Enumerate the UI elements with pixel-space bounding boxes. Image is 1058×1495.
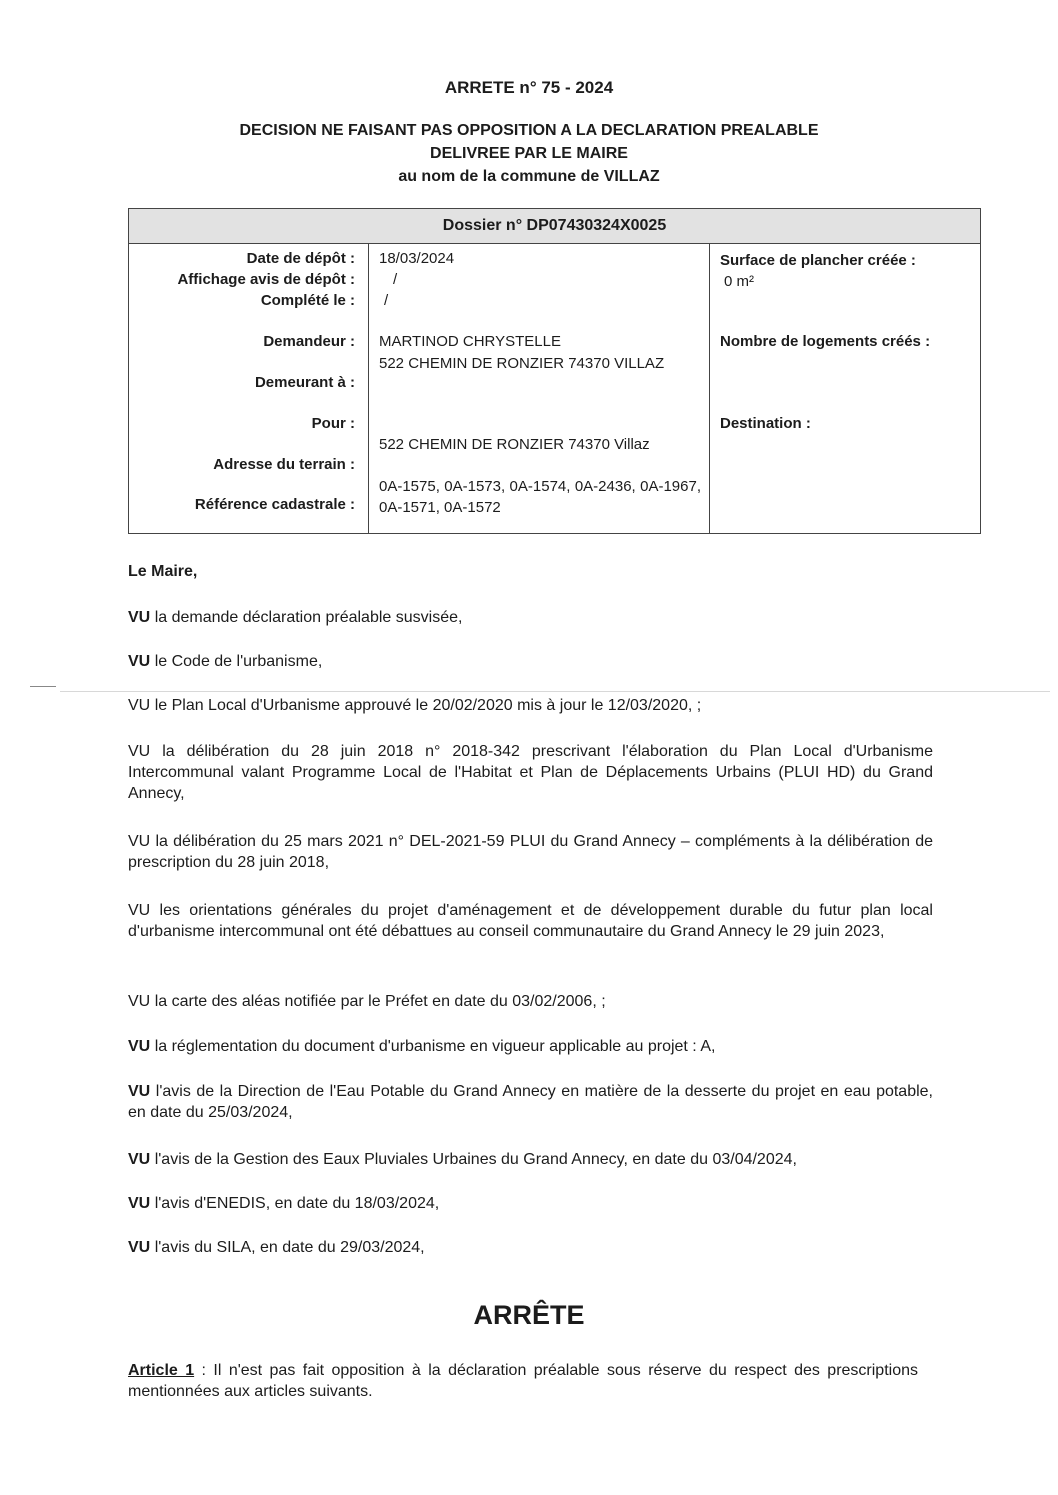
vu-paragraph [128, 1036, 933, 1057]
decision-title-line3: au nom de la commune de VILLAZ [398, 168, 660, 185]
scan-artifact-mark [30, 686, 56, 687]
label-demeurant: Demeurant à : [254, 374, 355, 391]
vu-keyword: VU [128, 1151, 151, 1168]
vu-text: la demande déclaration préalable susvisée, [154, 609, 463, 626]
value-affichage: / [393, 271, 398, 288]
vu-text: la réglementation du document d'urbanisme en vigueur applicable au projet : A, [154, 1038, 716, 1055]
decision-title-line2: DELIVREE PAR LE MAIRE [430, 145, 628, 162]
scan-artifact-line [60, 691, 1050, 692]
label-date-depot: Date de dépôt : [246, 250, 355, 267]
vu-paragraph [128, 695, 933, 716]
vu-paragraph [128, 1081, 933, 1123]
label-adresse-terrain: Adresse du terrain : [213, 456, 355, 473]
vu-keyword: VU [128, 1038, 151, 1055]
article-1-label: Article 1 [128, 1362, 195, 1379]
vu-text: le Plan Local d'Urbanisme approuvé le 20/02/2020 mis à jour le 12/03/2020, ; [154, 697, 702, 714]
vu-keyword: VU [128, 697, 151, 714]
decision-title-line1: DECISION NE FAISANT PAS OPPOSITION A LA DECLARATION PREALABLE [239, 122, 819, 139]
column-divider [368, 244, 369, 533]
value-demandeur: MARTINOD CHRYSTELLE [379, 333, 561, 350]
vu-keyword: VU [128, 1239, 151, 1256]
vu-text: l'avis de la Direction de l'Eau Potable du Grand Annecy en matière de la desserte du projet en eau potable, en date du 25/03/2024, [128, 1083, 934, 1121]
vu-keyword: VU [128, 743, 151, 760]
label-demandeur: Demandeur : [263, 333, 355, 350]
label-affichage: Affichage avis de dépôt : [177, 271, 355, 288]
label-reference-cadastrale: Référence cadastrale : [194, 496, 355, 513]
vu-paragraph [128, 651, 933, 672]
article-1-text: : Il n'est pas fait opposition à la déclaration préalable sous réserve du respect des prescriptions mentionnées aux articles suivants. [128, 1362, 919, 1400]
vu-paragraph [128, 1193, 933, 1214]
vu-keyword: VU [128, 902, 151, 919]
vu-text: la délibération du 28 juin 2018 n° 2018-342 prescrivant l'élaboration du Plan Local d'Urbanisme Intercommunal valant Programme Local de l'Habitat et Plan de Déplacements Urbains (PLUI HD) du Grand Annecy, [128, 743, 934, 802]
arrete-heading: ARRÊTE [473, 1300, 585, 1330]
vu-text: l'avis d'ENEDIS, en date du 18/03/2024, [154, 1195, 440, 1212]
vu-paragraph [128, 991, 933, 1012]
value-adresse-terrain: 522 CHEMIN DE RONZIER 74370 Villaz [379, 436, 650, 453]
vu-text: les orientations générales du projet d'aménagement et de développement durable du futur plan local d'urbanisme intercommunal ont été débattues au conseil communautaire du Grand Annecy le 29 juin 2023, [128, 902, 933, 940]
dossier-box [128, 208, 981, 534]
dossier-number: Dossier n° DP07430324X0025 [129, 209, 980, 244]
decree-title: ARRETE n° 75 - 2024 [444, 78, 614, 97]
value-date-depot: 18/03/2024 [379, 250, 455, 267]
vu-paragraph [128, 900, 933, 942]
vu-text: le Code de l'urbanisme, [154, 653, 323, 670]
vu-keyword: VU [128, 609, 151, 626]
vu-text: l'avis du SILA, en date du 29/03/2024, [154, 1239, 425, 1256]
vu-paragraph [128, 831, 933, 873]
label-surface-plancher: Surface de plancher créée : [720, 252, 916, 269]
vu-text: la carte des aléas notifiée par le Préfet en date du 03/02/2006, ; [154, 993, 606, 1010]
value-demeurant: 522 CHEMIN DE RONZIER 74370 VILLAZ [379, 355, 665, 372]
vu-keyword: VU [128, 1083, 151, 1100]
value-surface-plancher: 0 m² [724, 273, 754, 290]
vu-keyword: VU [128, 993, 151, 1010]
value-reference-cadastrale: 0A-1575, 0A-1573, 0A-1574, 0A-2436, 0A-1967, 0A-1571, 0A-1572 [379, 478, 701, 516]
vu-paragraph [128, 607, 933, 628]
vu-text: la délibération du 25 mars 2021 n° DEL-2021-59 PLUI du Grand Annecy – compléments à la délibération de prescription du 28 juin 2018, [128, 833, 933, 871]
label-complete: Complété le : [260, 292, 355, 309]
vu-paragraph [128, 741, 933, 804]
vu-paragraph [128, 1237, 933, 1258]
vu-keyword: VU [128, 833, 151, 850]
le-maire-heading: Le Maire, [128, 563, 198, 580]
label-destination: Destination : [720, 415, 811, 432]
label-pour: Pour : [311, 415, 355, 432]
value-complete: / [384, 292, 389, 309]
vu-paragraph [128, 1149, 933, 1170]
vu-keyword: VU [128, 653, 151, 670]
vu-keyword: VU [128, 1195, 151, 1212]
article-1-paragraph [128, 1360, 918, 1402]
vu-text: l'avis de la Gestion des Eaux Pluviales Urbaines du Grand Annecy, en date du 03/04/2024, [154, 1151, 797, 1168]
label-nombre-logements: Nombre de logements créés : [720, 333, 931, 350]
